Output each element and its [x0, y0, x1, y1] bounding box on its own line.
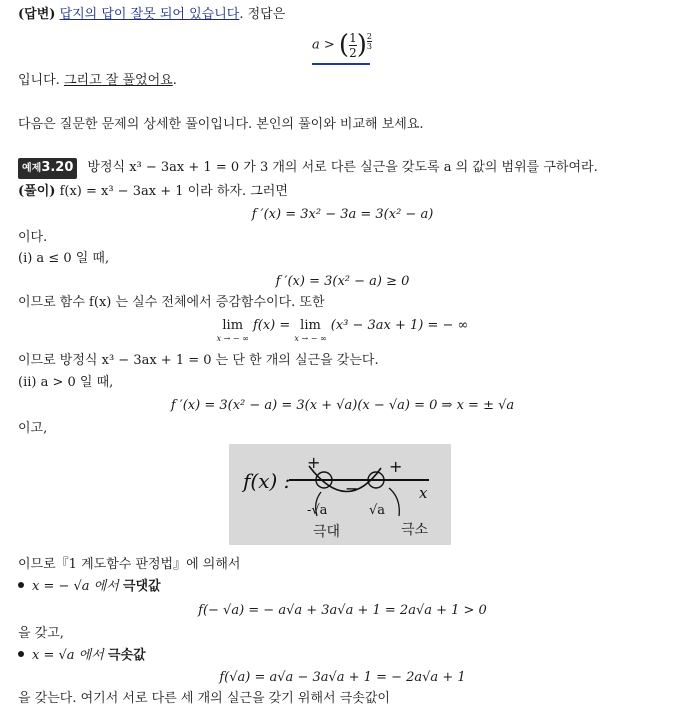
- intro-text: 다음은 질문한 문제의 상세한 풀이입니다. 본인의 풀이와 비교해 보세요.: [18, 117, 424, 132]
- example-badge: 예제3.20: [18, 158, 77, 179]
- solution-line-8: 을 갖는다. 여기서 서로 다른 세 개의 실근을 갖기 위해서 극솟값이: [18, 691, 390, 706]
- bullet-dot: [18, 582, 24, 588]
- equation-local-max: f(− √a) = − a√a + 3a√a + 1 = 2a√a + 1 > 0: [198, 603, 487, 618]
- local-max-label: 극댓값: [122, 579, 161, 594]
- sign-chart-sketch: [229, 444, 451, 545]
- solution-line-7: 을 갖고,: [18, 626, 64, 641]
- example-line: [18, 158, 598, 179]
- example-text: 방정식 x³ − 3ax + 1 = 0 가 3 개의 서로 다른 실근을 갖도록 a 의 값의 범위를 구하여라.: [87, 160, 598, 175]
- answer-text: . 정답은: [239, 7, 286, 22]
- equation-case2: f ′(x) = 3(x² − a) = 3(x + √a)(x − √a) = 0 ⇒ x = ± √a: [170, 398, 515, 413]
- bullet-max: x = − √a 에서 극댓값: [10, 578, 161, 596]
- solution-label: (풀이): [18, 184, 56, 199]
- equation-derivative: f ′(x) = 3x² − 3a = 3(x² − a): [251, 207, 434, 222]
- formula-fraction: $\frac{1}{2}$: [349, 30, 357, 60]
- svg-text:−: −: [345, 479, 359, 498]
- praise-text: 그리고 잘 풀었어요: [63, 73, 173, 88]
- formula-a: a >: [312, 37, 339, 53]
- answer-line: [18, 6, 285, 24]
- solution-line-6: 이므로『1 계도함수 판정법』에 의해서: [18, 557, 241, 572]
- sign-chart-drawing: [229, 444, 451, 545]
- svg-text:극소: 극소: [401, 522, 429, 538]
- svg-text:√a: √a: [369, 503, 386, 518]
- case-2: (ii) a > 0 일 때,: [18, 375, 114, 390]
- solution-line-3: 이므로 함수 f(x) 는 실수 전체에서 증감함수이다. 또한: [18, 295, 325, 310]
- svg-text:x: x: [419, 484, 428, 502]
- svg-text:-√a: -√a: [307, 503, 328, 518]
- solution-line-5: 이고,: [18, 421, 48, 436]
- case-1: (i) a ≤ 0 일 때,: [18, 251, 110, 266]
- answer-correction: 답지의 답이 잘못 되어 있습니다: [59, 7, 240, 22]
- solution-line-4: 이므로 방정식 x³ − 3ax + 1 = 0 는 단 한 개의 실근을 갖는다.: [18, 353, 379, 368]
- equation-case1: f ′(x) = 3(x² − a) ≥ 0: [275, 274, 410, 289]
- answer-formula: a > ( $\frac{1}{2}$ ) $\frac{2}{3}$: [312, 30, 372, 60]
- solution-line-1: (풀이) f(x) = x³ − 3ax + 1 이라 하자. 그러면: [18, 184, 288, 199]
- answer-formula-underline: [312, 63, 370, 65]
- answer-label: (답변): [18, 7, 56, 22]
- svg-text:극대: 극대: [313, 524, 341, 540]
- solution-line-2: 이다.: [18, 230, 48, 245]
- answer-line-2: 입니다. 그리고 잘 풀었어요.: [18, 73, 177, 88]
- equation-limit: lim x → − ∞ f(x) = lim x → − ∞ (x³ − 3ax + 1) = − ∞: [216, 318, 469, 343]
- formula-exponent: $\frac{2}{3}$: [366, 32, 372, 51]
- local-min-label: 극솟값: [107, 648, 146, 663]
- svg-text:f(x) :: f(x) :: [243, 469, 291, 493]
- equation-local-min: f(√a) = a√a − 3a√a + 1 = − 2a√a + 1: [219, 670, 466, 685]
- bullet-dot: [18, 651, 24, 657]
- svg-text:+: +: [389, 457, 403, 476]
- svg-text:+: +: [307, 453, 321, 472]
- bullet-min: x = √a 에서 극솟값: [10, 647, 146, 665]
